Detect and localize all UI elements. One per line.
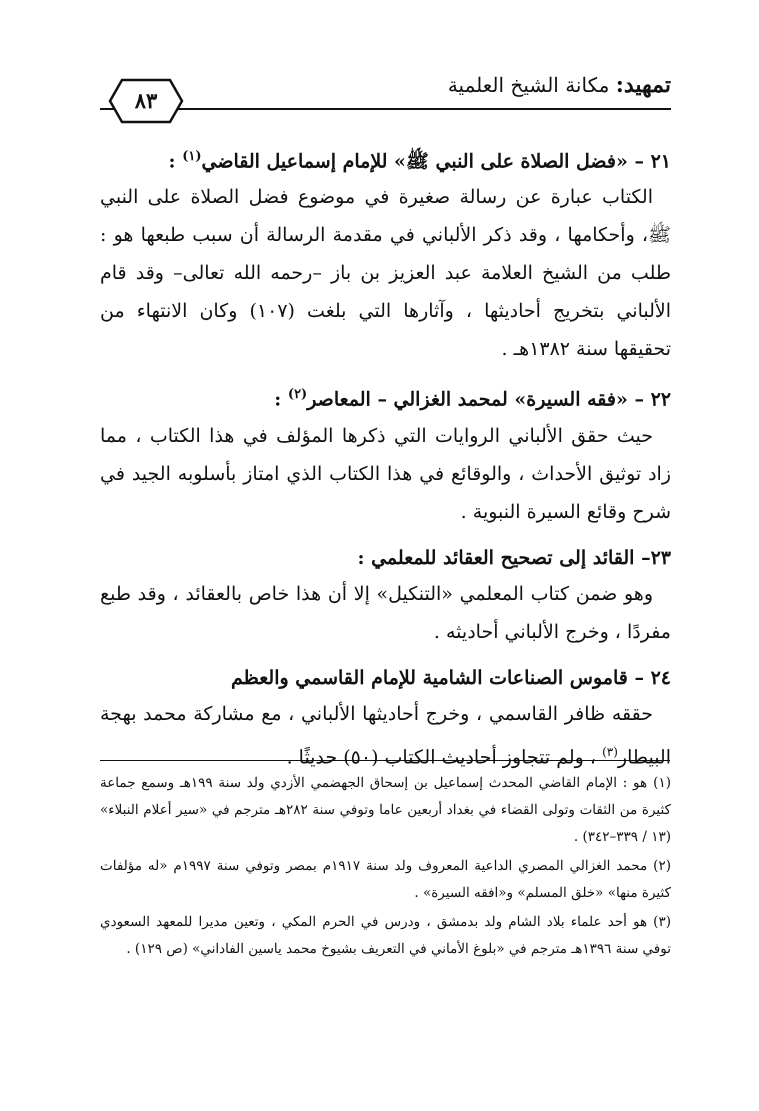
section-heading-text: ٢٣– القائد إلى تصحيح العقائد للمعلمي : (357, 546, 671, 569)
section-paragraph-text-cont: ، ولم تتجاوز أحاديث الكتاب (٥٠) حديثًا . (286, 745, 603, 768)
section-paragraph (100, 575, 671, 651)
section-21 (100, 140, 671, 368)
section-23 (100, 541, 671, 651)
section-paragraph-text: وهو ضمن كتاب المعلمي «التنكيل» إلا أن هذا خاص بالعقائد ، وقد طبع مفردًا ، وخرج الألباني أحاديثه . (100, 582, 671, 643)
section-paragraph (100, 178, 671, 368)
footnotes (100, 770, 671, 965)
section-paragraph-text: حيث حقق الألباني الروايات التي ذكرها المؤلف في هذا الكتاب ، مما زاد توثيق الأحداث ، والوقائع في هذا الكتاب الذي امتاز بأسلوبه الجيد في شرح وقائع السيرة النبوية . (100, 424, 671, 523)
footnote-2 (100, 853, 671, 907)
section-heading-suffix: : (274, 388, 282, 411)
footnote-number: (٣) (653, 914, 671, 930)
footnote-number: (١) (653, 775, 671, 791)
footnote-text: محمد الغزالي المصري الداعية المعروف ولد سنة ١٩١٧م بمصر وتوفي سنة ١٩٩٧م «له مؤلفات كثيرة منها» «خلق المسلم» و«افقه السيرة» . (100, 858, 671, 901)
footnote-divider (100, 760, 670, 761)
section-heading (100, 661, 671, 695)
section-heading (100, 140, 671, 178)
footnote-marker: (٣) (602, 744, 618, 759)
section-heading-text: ٢٢ – «فقه السيرة» لمحمد الغزالي – المعاصر (307, 388, 671, 411)
section-paragraph-text: الكتاب عبارة عن رسالة صغيرة في موضوع فضل الصلاة على النبي ﷺ، وأحكامها ، وقد ذكر الألباني في مقدمة الرسالة أن سبب طبعها هو : طلب من الشيخ العلامة عبد العزيز بن باز –رحمه الله تعالى– وقد قام الألباني بتخريج أحاديثها ، وآثارها التي بلغت (١٠٧) وكان الانتهاء من تحقيقها سنة ١٣٨٢هـ . (100, 186, 671, 361)
section-heading-suffix: : (168, 150, 176, 173)
section-heading (100, 541, 671, 575)
footnote-marker: (٢) (287, 387, 308, 403)
section-heading-text: ٢٤ – قاموس الصناعات الشامية للإمام القاسمي والعظم (231, 666, 671, 689)
header-title-rest: مكانة الشيخ العلمية (447, 73, 616, 97)
footnote-1 (100, 770, 671, 851)
section-heading-text: ٢١ – «فضل الصلاة على النبي ﷺ» للإمام إسماعيل القاضي (201, 150, 671, 173)
page-number-badge (108, 78, 184, 124)
section-paragraph-text: حققه ظافر القاسمي ، وخرج أحاديثها الألباني ، مع مشاركة محمد بهجة البيطار (100, 702, 671, 768)
running-header (100, 68, 671, 110)
footnote-3 (100, 909, 671, 963)
main-content (100, 140, 671, 786)
page-number: ٨٣ (134, 88, 158, 113)
footnote-text: هو أحد علماء بلاد الشام ولد بدمشق ، ودرس في الحرم المكي ، وتعين مديرا للمعهد السعودي توفي سنة ١٣٩٦هـ مترجم في «بلوغ الأماني في التعريف بشيوخ محمد ياسين الفاداني» (ص ١٢٩) . (100, 914, 671, 957)
section-paragraph (100, 695, 671, 776)
footnote-marker: (١) (182, 149, 202, 164)
footnote-text: هو : الإمام القاضي المحدث إسماعيل بن إسحاق الجهضمي الأزدي ولد سنة ١٩٩هـ وسمع جماعة كثيرة من الثقات وتولى القضاء في بغداد أربعين عاما وتوفي سنة ٢٨٢هـ مترجم في «سير أعلام النبلاء» (١٣ / ٣٣٩–٣٤٢) . (100, 775, 671, 845)
section-paragraph (100, 417, 671, 531)
section-24 (100, 661, 671, 776)
section-22 (100, 378, 671, 530)
footnote-number: (٢) (653, 858, 671, 874)
section-heading (100, 378, 671, 416)
header-title (448, 72, 671, 98)
header-title-bold: تمهيد: (615, 72, 671, 98)
